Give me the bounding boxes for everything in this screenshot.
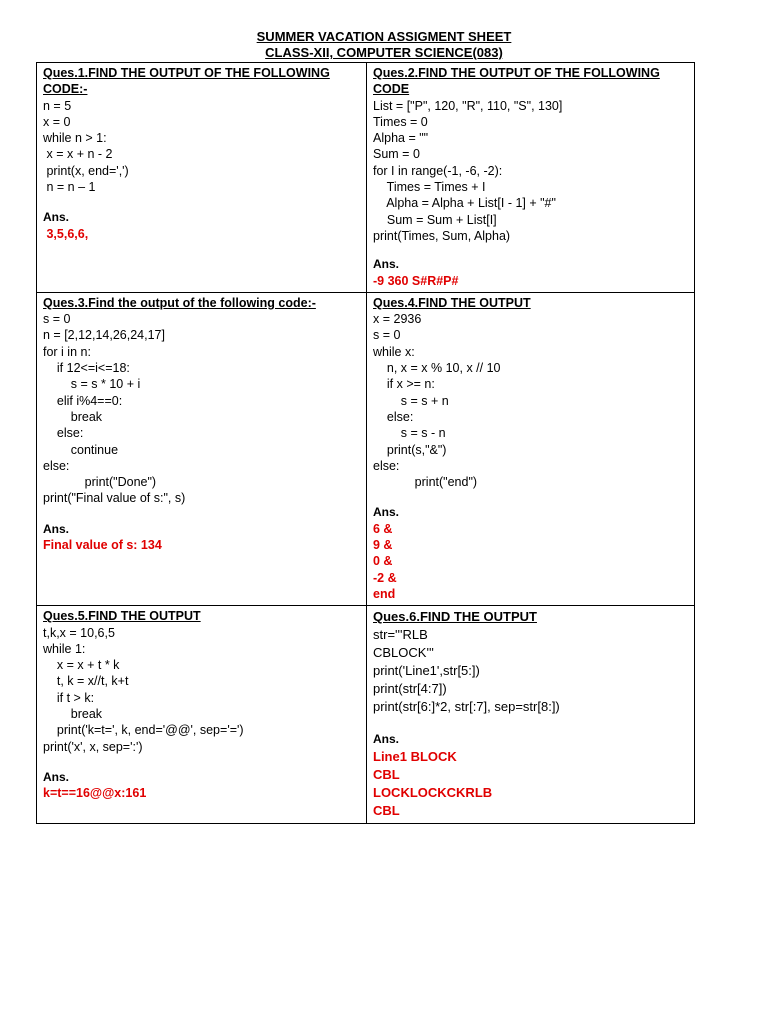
- question-title: Ques.1.FIND THE OUTPUT OF THE FOLLOWING CODE:-: [43, 66, 330, 97]
- answer-label: Ans.: [373, 257, 400, 272]
- answer-label: Ans.: [373, 732, 400, 747]
- table-row: [37, 292, 695, 605]
- question-title: Ques.5.FIND THE OUTPUT: [43, 609, 201, 624]
- answer-label: Ans.: [373, 505, 400, 520]
- question-cell-2: [367, 63, 695, 293]
- answer-label: Ans.: [43, 210, 70, 225]
- question-cell-5: [37, 606, 367, 824]
- answer-text: Final value of s: 134: [43, 538, 162, 553]
- answer-text: Line1 BLOCK CBL LOCKLOCKCKRLB CBL: [373, 749, 493, 819]
- answer-text: 6 & 9 & 0 & -2 & end: [373, 521, 397, 601]
- code-block: str='''RLB CBLOCK''' print('Line1',str[5:]) print(str[4:7]) print(str[6:]*2, str[:7], sep=str[8:]): [373, 627, 560, 715]
- answer-label: Ans.: [43, 769, 70, 784]
- sheet-subtitle: CLASS-XII, COMPUTER SCIENCE(083): [265, 45, 503, 60]
- code-block: s = 0 n = [2,12,14,26,24,17] for i in n: if 12<=i<=18: s = s * 10 + i elif i%4==0: break else: continue else: print("Done") print("Final value of s:", s): [43, 312, 186, 506]
- sheet-title: SUMMER VACATION ASSIGMENT SHEET: [256, 29, 512, 44]
- code-block: n = 5 x = 0 while n > 1: x = x + n - 2 print(x, end=',') n = n – 1: [43, 98, 129, 195]
- answer-text: 3,5,6,6,: [43, 226, 89, 241]
- question-title: Ques.4.FIND THE OUTPUT: [373, 295, 531, 310]
- question-title: Ques.3.Find the output of the following code:-: [43, 295, 316, 310]
- question-cell-1: [37, 63, 367, 293]
- question-title: Ques.6.FIND THE OUTPUT: [373, 609, 537, 625]
- answer-text: k=t==16@@x:161: [43, 786, 147, 801]
- question-title: Ques.2.FIND THE OUTPUT OF THE FOLLOWING CODE: [373, 66, 660, 97]
- answer-label: Ans.: [43, 521, 70, 536]
- code-block: x = 2936 s = 0 while x: n, x = x % 10, x // 10 if x >= n: s = s + n else: s = s - n print(s,"&") else: print("end"): [373, 312, 501, 490]
- code-block: t,k,x = 10,6,5 while 1: x = x + t * k t, k = x//t, k+t if t > k: break print('k=t=', k, end='@@', sep='=') print('x', x, sep=':'): [43, 625, 244, 754]
- table-row: [37, 63, 695, 293]
- question-cell-4: [367, 292, 695, 605]
- questions-table: [36, 62, 695, 824]
- question-cell-6: [367, 606, 695, 824]
- table-row: [37, 606, 695, 824]
- code-block: List = ["P", 120, "R", 110, "S", 130] Times = 0 Alpha = "" Sum = 0 for I in range(-1, -6, -2): Times = Times + I Alpha = Alpha + List[I - 1] + "#" Sum = Sum + List[I] print(Times, Sum, Alpha): [373, 98, 563, 243]
- answer-text: -9 360 S#R#P#: [373, 273, 459, 288]
- question-cell-3: [37, 292, 367, 605]
